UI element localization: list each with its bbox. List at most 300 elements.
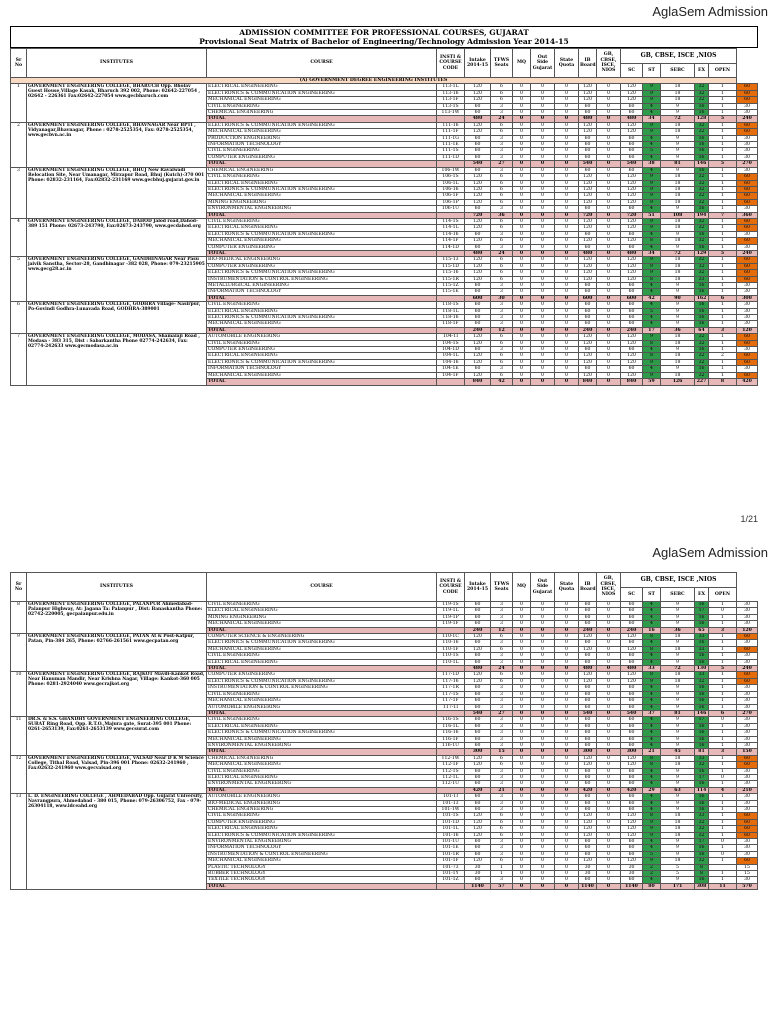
seat-count: 18 bbox=[661, 755, 695, 761]
seat-count: 60 bbox=[621, 135, 643, 141]
header-category-group: GB, CBSE, ISCE ,NIOS bbox=[621, 573, 737, 588]
seat-count: 1 bbox=[709, 653, 737, 659]
seat-count: 0 bbox=[513, 723, 531, 729]
seat-count: 18 bbox=[661, 84, 695, 90]
seat-count: 0 bbox=[531, 634, 555, 640]
seat-count: 60 bbox=[621, 289, 643, 295]
total-label: TOTAL bbox=[207, 666, 437, 672]
seat-count: 0 bbox=[513, 800, 531, 806]
seat-count: 0 bbox=[531, 691, 555, 697]
seat-count: 0 bbox=[513, 851, 531, 857]
seat-count: 15 bbox=[737, 864, 758, 870]
seat-count: 8 bbox=[643, 353, 661, 359]
total-value: 130 bbox=[695, 666, 709, 672]
seat-count: 9 bbox=[661, 659, 695, 665]
seat-count: 60 bbox=[737, 340, 758, 346]
seat-count: 0 bbox=[597, 698, 621, 704]
institute-name: GOVERNMENT ENGINEERING COLLEGE, GANDHINAGAR Near Pasu jaivik Sanstha, Sector-28, Gandhinagar -382 028, Phone: 079-23215905 www.gecg28.ac.in bbox=[27, 257, 207, 302]
seat-count: 60 bbox=[621, 231, 643, 237]
total-value: 0 bbox=[531, 883, 555, 889]
seat-count: 0 bbox=[597, 263, 621, 269]
seat-count: 4 bbox=[643, 244, 661, 250]
seat-count: 120 bbox=[621, 238, 643, 244]
seat-count: 112-1S bbox=[437, 768, 465, 774]
seat-count: 30 bbox=[737, 315, 758, 321]
seat-count: 120 bbox=[465, 90, 491, 96]
seat-count: 16 bbox=[695, 845, 709, 851]
seat-count: 33 bbox=[695, 646, 709, 652]
seat-count: 6 bbox=[491, 340, 513, 346]
seat-count: 30 bbox=[737, 640, 758, 646]
seat-count: 60 bbox=[579, 231, 597, 237]
seat-count: 120 bbox=[579, 672, 597, 678]
seat-count: 0 bbox=[597, 276, 621, 282]
seat-count: 120 bbox=[465, 218, 491, 224]
total-value: 0 bbox=[597, 710, 621, 716]
seat-count: 0 bbox=[531, 334, 555, 340]
serial-number: 2 bbox=[11, 122, 27, 167]
seat-count: 0 bbox=[597, 193, 621, 199]
seat-count: 101-1U bbox=[437, 839, 465, 845]
seat-count: 0 bbox=[555, 90, 579, 96]
seat-count: 0 bbox=[555, 807, 579, 813]
total-value: 8 bbox=[709, 379, 737, 385]
seat-count: 60 bbox=[465, 154, 491, 160]
total-value: 0 bbox=[555, 295, 579, 301]
seat-count: 1 bbox=[709, 807, 737, 813]
seat-count: 9 bbox=[643, 826, 661, 832]
seat-count: 0 bbox=[513, 717, 531, 723]
seat-count: 16 bbox=[695, 704, 709, 710]
seat-count: 0 bbox=[531, 723, 555, 729]
seat-count: 120 bbox=[579, 225, 597, 231]
seat-count: 16 bbox=[695, 851, 709, 857]
course-name: MINING ENGINEERING bbox=[207, 614, 437, 620]
seat-count: 9 bbox=[661, 283, 695, 289]
seat-count: 6 bbox=[491, 634, 513, 640]
seat-count: 18 bbox=[661, 218, 695, 224]
seat-count: 4 bbox=[643, 653, 661, 659]
total-value: 129 bbox=[695, 250, 709, 256]
total-value: 29 bbox=[643, 787, 661, 793]
seat-count: 0 bbox=[555, 826, 579, 832]
seat-count: 60 bbox=[465, 366, 491, 372]
seat-count: 4 bbox=[643, 206, 661, 212]
total-value: 0 bbox=[555, 327, 579, 333]
seat-count: 0 bbox=[531, 646, 555, 652]
seat-count: 60 bbox=[579, 110, 597, 116]
course-name: CIVIL ENGINEERING bbox=[207, 717, 437, 723]
seat-count: 0 bbox=[597, 659, 621, 665]
serial-number: 9 bbox=[11, 634, 27, 672]
seat-count: 0 bbox=[531, 199, 555, 205]
seat-count: 6 bbox=[491, 199, 513, 205]
seat-count: 0 bbox=[597, 730, 621, 736]
seat-count: 6 bbox=[491, 193, 513, 199]
seat-count: 0 bbox=[555, 174, 579, 180]
total-value: 0 bbox=[555, 749, 579, 755]
seat-count: 0 bbox=[597, 621, 621, 627]
page-1 bbox=[10, 26, 758, 386]
seat-count: 60 bbox=[579, 142, 597, 148]
seat-count: 0 bbox=[531, 768, 555, 774]
seat-count: 18 bbox=[661, 193, 695, 199]
seat-count: 120 bbox=[579, 276, 597, 282]
seat-count: 15 bbox=[737, 871, 758, 877]
seat-count: 9 bbox=[661, 167, 695, 173]
seat-count: 4 bbox=[643, 774, 661, 780]
total-value: 0 bbox=[597, 787, 621, 793]
seat-count: 1 bbox=[709, 135, 737, 141]
total-value: 0 bbox=[531, 749, 555, 755]
seat-count: 60 bbox=[737, 826, 758, 832]
seat-count: 120 bbox=[465, 263, 491, 269]
seat-count: 16 bbox=[695, 154, 709, 160]
total-value bbox=[437, 883, 465, 889]
seat-count: 32 bbox=[695, 218, 709, 224]
seat-count: 60 bbox=[621, 685, 643, 691]
total-value: 360 bbox=[737, 212, 758, 218]
total-value: 270 bbox=[737, 161, 758, 167]
seat-count: 4 bbox=[643, 110, 661, 116]
seat-count: 0 bbox=[531, 103, 555, 109]
course-name: CIVIL ENGINEERING bbox=[207, 174, 437, 180]
seat-count: 16 bbox=[695, 110, 709, 116]
seat-count: 60 bbox=[579, 730, 597, 736]
seat-count: 60 bbox=[465, 717, 491, 723]
total-value: 0 bbox=[597, 666, 621, 672]
seat-count: 0 bbox=[555, 244, 579, 250]
institute-name: GOVERNMENT ENGINEERING COLLEGE, BHUJ New Ravalwadi Relocation Site, Near Umanagar, Mirzapur Road, Bhuj (Kutch)-370 001 Phone: 02832-231164, Fax:02832-231169 www.gecbhuj.gujarat.gov.in bbox=[27, 167, 207, 218]
seat-count: 1 bbox=[709, 110, 737, 116]
seat-count: 30 bbox=[737, 614, 758, 620]
seat-count: 9 bbox=[643, 186, 661, 192]
seat-count: 18 bbox=[661, 122, 695, 128]
total-value: 80 bbox=[643, 883, 661, 889]
seat-count: 0 bbox=[513, 257, 531, 263]
seat-count: 60 bbox=[737, 84, 758, 90]
seat-count: 120 bbox=[621, 340, 643, 346]
seat-count: 4 bbox=[643, 315, 661, 321]
seat-count: 0 bbox=[597, 206, 621, 212]
total-value: 3 bbox=[709, 627, 737, 633]
seat-count: 104-1E bbox=[437, 366, 465, 372]
seat-count: 32 bbox=[695, 353, 709, 359]
total-value: 0 bbox=[513, 212, 531, 218]
seat-count: 1 bbox=[709, 97, 737, 103]
course-name: ELECTRONICS & COMMUNICATION ENGINEERING bbox=[207, 730, 437, 736]
seat-count: 4 bbox=[643, 135, 661, 141]
total-value: 0 bbox=[531, 116, 555, 122]
seat-count: 5 bbox=[661, 871, 695, 877]
seat-count: 117-1R bbox=[437, 685, 465, 691]
seat-count: 116-1S bbox=[437, 717, 465, 723]
seat-count: 60 bbox=[737, 762, 758, 768]
seat-count: 60 bbox=[737, 813, 758, 819]
seat-count: 9 bbox=[643, 832, 661, 838]
seat-count: 0 bbox=[531, 755, 555, 761]
seat-count: 30 bbox=[737, 608, 758, 614]
seat-count: 120 bbox=[579, 174, 597, 180]
seat-count: 1 bbox=[709, 334, 737, 340]
seat-count: 16 bbox=[695, 723, 709, 729]
seat-count: 0 bbox=[555, 263, 579, 269]
seat-count: 18 bbox=[661, 238, 695, 244]
total-value: 240 bbox=[621, 627, 643, 633]
seat-count: 111-1E bbox=[437, 142, 465, 148]
seat-count: 0 bbox=[555, 186, 579, 192]
seat-count: 0 bbox=[531, 659, 555, 665]
seat-count: 30 bbox=[579, 864, 597, 870]
seat-count: 117-1F bbox=[437, 698, 465, 704]
serial-number: 11 bbox=[11, 717, 27, 755]
seat-count: 60 bbox=[465, 308, 491, 314]
total-value: 150 bbox=[737, 749, 758, 755]
header-gb: GB, CBSE, ISCE, NIOS bbox=[597, 49, 621, 78]
seat-count: 60 bbox=[621, 103, 643, 109]
total-value: 27 bbox=[491, 710, 513, 716]
seat-count: 9 bbox=[643, 174, 661, 180]
seat-count: 3 bbox=[491, 736, 513, 742]
seat-count: 8 bbox=[643, 276, 661, 282]
seat-count: 0 bbox=[513, 685, 531, 691]
seat-count: 60 bbox=[579, 148, 597, 154]
seat-count: 1 bbox=[709, 736, 737, 742]
seat-count: 32 bbox=[695, 826, 709, 832]
seat-count: 0 bbox=[531, 819, 555, 825]
total-value: 540 bbox=[579, 710, 597, 716]
seat-count: 120 bbox=[621, 672, 643, 678]
total-value: 0 bbox=[555, 710, 579, 716]
seat-count: 3 bbox=[491, 167, 513, 173]
seat-count: 60 bbox=[621, 142, 643, 148]
seat-count: 0 bbox=[531, 685, 555, 691]
seat-count: 0 bbox=[513, 174, 531, 180]
seat-count: 120 bbox=[579, 180, 597, 186]
seat-count: 9 bbox=[643, 122, 661, 128]
total-value: 128 bbox=[695, 116, 709, 122]
seat-count: 16 bbox=[695, 781, 709, 787]
seat-count: 1 bbox=[709, 289, 737, 295]
seat-count: 0 bbox=[531, 276, 555, 282]
seat-count: 0 bbox=[597, 244, 621, 250]
total-value: 0 bbox=[597, 379, 621, 385]
seat-count: 17 bbox=[695, 717, 709, 723]
seat-count: 6 bbox=[491, 122, 513, 128]
seat-count: 0 bbox=[555, 122, 579, 128]
seat-count: 6 bbox=[491, 762, 513, 768]
seat-count: 0 bbox=[597, 84, 621, 90]
seat-count: 60 bbox=[579, 167, 597, 173]
seat-count: 60 bbox=[465, 685, 491, 691]
seat-count: 0 bbox=[513, 231, 531, 237]
seat-count: 1 bbox=[709, 283, 737, 289]
total-value: 65 bbox=[695, 627, 709, 633]
seat-count: 0 bbox=[531, 308, 555, 314]
seat-count: 0 bbox=[513, 84, 531, 90]
seat-count: 60 bbox=[465, 135, 491, 141]
institute-name: GOVERNMENT ENGINEERING COLLEGE, DAHOD Jalod road,Dahod-389 151 Phone: 02673-243790, Fax:02673-243790, www.gecdahod.org bbox=[27, 218, 207, 256]
seat-count: 9 bbox=[661, 851, 695, 857]
seat-count: 16 bbox=[695, 691, 709, 697]
seat-count: 1 bbox=[709, 199, 737, 205]
total-value: 0 bbox=[597, 883, 621, 889]
seat-count: 60 bbox=[465, 851, 491, 857]
seat-count: 30 bbox=[737, 768, 758, 774]
seat-count: 0 bbox=[555, 135, 579, 141]
seat-count: 60 bbox=[465, 723, 491, 729]
seat-count: 60 bbox=[621, 321, 643, 327]
seat-count: 60 bbox=[465, 800, 491, 806]
total-value: 0 bbox=[513, 749, 531, 755]
seat-count: 3 bbox=[491, 289, 513, 295]
seat-count: 0 bbox=[513, 602, 531, 608]
seat-count: 104-1S bbox=[437, 340, 465, 346]
seat-count: 120 bbox=[579, 263, 597, 269]
seat-count: 1 bbox=[709, 238, 737, 244]
seat-count: 120 bbox=[579, 340, 597, 346]
seat-count: 32 bbox=[695, 193, 709, 199]
seat-count: 120 bbox=[579, 84, 597, 90]
seat-count: 60 bbox=[737, 672, 758, 678]
header-open: OPEN bbox=[709, 587, 737, 602]
header-ib: IB Board bbox=[579, 573, 597, 602]
seat-count: 60 bbox=[621, 302, 643, 308]
seat-count: 3 bbox=[491, 659, 513, 665]
total-value: 240 bbox=[465, 627, 491, 633]
seat-count: 106-1F bbox=[437, 193, 465, 199]
total-value: 0 bbox=[513, 295, 531, 301]
seat-count: 1 bbox=[709, 315, 737, 321]
total-value: 0 bbox=[555, 212, 579, 218]
seat-count: 1 bbox=[709, 755, 737, 761]
seat-count: 8 bbox=[695, 864, 709, 870]
seat-count: 3 bbox=[491, 640, 513, 646]
seat-count: 4 bbox=[643, 302, 661, 308]
seat-count: 60 bbox=[737, 238, 758, 244]
header-ex: EX bbox=[695, 63, 709, 78]
course-name: MECHANICAL ENGINEERING bbox=[207, 193, 437, 199]
total-value: 480 bbox=[579, 666, 597, 672]
seat-count: 120 bbox=[621, 334, 643, 340]
seat-count: 0 bbox=[597, 283, 621, 289]
seat-count: 6 bbox=[491, 755, 513, 761]
total-value: 0 bbox=[597, 116, 621, 122]
seat-count: 0 bbox=[531, 851, 555, 857]
seat-count: 120 bbox=[621, 270, 643, 276]
header-tfws: TFWS Seats bbox=[491, 573, 513, 602]
seat-count: 0 bbox=[555, 129, 579, 135]
seat-count: 1 bbox=[491, 871, 513, 877]
total-value: 36 bbox=[491, 212, 513, 218]
course-name: COMPUTER ENGINEERING bbox=[207, 672, 437, 678]
course-name: ELECTRONICS & COMMUNICATION ENGINEERING bbox=[207, 270, 437, 276]
seat-count: 1 bbox=[709, 129, 737, 135]
institute-name: GOVERNMENT ENGINEERING COLLEGE, RAJKOT Mavdi-Kankot Road, Near Hanuman Mandir, Near Krishna Nagar, Village: Kankot-360 005 Phone: 0281-2924040 www.gecrajkot.org bbox=[27, 672, 207, 717]
seat-count: 0 bbox=[531, 621, 555, 627]
seat-count: 117-1I bbox=[437, 704, 465, 710]
seat-count: 120 bbox=[465, 199, 491, 205]
seat-count: 120 bbox=[621, 225, 643, 231]
seat-count: 60 bbox=[621, 877, 643, 883]
seat-count: 60 bbox=[579, 154, 597, 160]
seat-count: 120 bbox=[579, 813, 597, 819]
seat-count: 0 bbox=[555, 289, 579, 295]
seat-count: 0 bbox=[597, 97, 621, 103]
seat-count: 9 bbox=[661, 717, 695, 723]
total-value bbox=[437, 379, 465, 385]
seat-count: 0 bbox=[513, 366, 531, 372]
seat-count: 1 bbox=[709, 193, 737, 199]
total-value: 0 bbox=[531, 710, 555, 716]
table-title-box bbox=[10, 26, 758, 48]
total-value: 7 bbox=[709, 212, 737, 218]
seat-count: 1 bbox=[709, 794, 737, 800]
course-name: CHEMICAL ENGINEERING bbox=[207, 110, 437, 116]
seat-count: 30 bbox=[737, 308, 758, 314]
seat-count: 120 bbox=[621, 186, 643, 192]
seat-count: 1 bbox=[709, 781, 737, 787]
total-value: 120 bbox=[737, 627, 758, 633]
seat-count: 16 bbox=[695, 698, 709, 704]
seat-count: 32 bbox=[695, 858, 709, 864]
seat-count: 0 bbox=[555, 257, 579, 263]
seat-count: 0 bbox=[555, 148, 579, 154]
seat-count: 18 bbox=[661, 813, 695, 819]
seat-count: 30 bbox=[737, 206, 758, 212]
seat-count: 0 bbox=[513, 321, 531, 327]
seat-count: 18 bbox=[661, 257, 695, 263]
seat-count: 104-1I bbox=[437, 334, 465, 340]
seat-count: 60 bbox=[621, 807, 643, 813]
seat-count: 60 bbox=[465, 614, 491, 620]
seat-count: 9 bbox=[661, 730, 695, 736]
seat-count: 0 bbox=[555, 698, 579, 704]
seat-count: 9 bbox=[661, 794, 695, 800]
seat-count: 0 bbox=[531, 321, 555, 327]
seat-count: 9 bbox=[643, 199, 661, 205]
seat-count: 0 bbox=[555, 832, 579, 838]
seat-count: 0 bbox=[597, 691, 621, 697]
seat-count: 115-1Z bbox=[437, 283, 465, 289]
seat-count: 60 bbox=[465, 640, 491, 646]
seat-count: 3 bbox=[491, 206, 513, 212]
seat-count: 0 bbox=[709, 608, 737, 614]
seat-count: 60 bbox=[621, 347, 643, 353]
seat-count: 0 bbox=[531, 238, 555, 244]
seat-count: 101-1S bbox=[437, 813, 465, 819]
header-category-group: GB, CBSE, ISCE ,NIOS bbox=[621, 49, 737, 64]
seat-count: 9 bbox=[643, 84, 661, 90]
course-name: MECHANICAL ENGINEERING bbox=[207, 97, 437, 103]
total-value: 34 bbox=[643, 250, 661, 256]
course-name: ELECTRICAL ENGINEERING bbox=[207, 180, 437, 186]
seat-count: 0 bbox=[597, 135, 621, 141]
seat-count: 1 bbox=[709, 122, 737, 128]
seat-count: 0 bbox=[597, 308, 621, 314]
seat-count: 0 bbox=[531, 340, 555, 346]
seat-count: 0 bbox=[531, 142, 555, 148]
seat-count: 60 bbox=[465, 289, 491, 295]
seat-count: 1 bbox=[709, 148, 737, 154]
total-value: 240 bbox=[579, 627, 597, 633]
total-value: 840 bbox=[465, 379, 491, 385]
seat-count: 4 bbox=[643, 608, 661, 614]
total-value: 570 bbox=[737, 883, 758, 889]
course-name: MINING ENGINEERING bbox=[207, 199, 437, 205]
seat-count: 60 bbox=[737, 858, 758, 864]
seat-count: 60 bbox=[737, 634, 758, 640]
